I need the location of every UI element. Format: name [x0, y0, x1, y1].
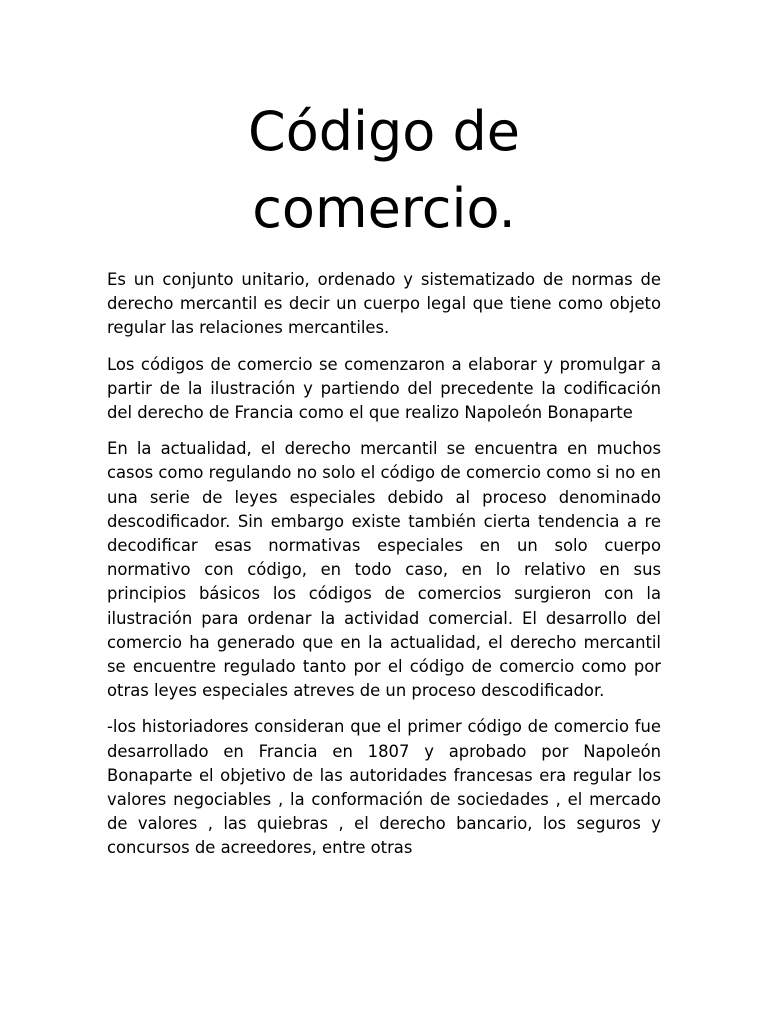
title-line-1: Código de [247, 100, 520, 163]
paragraph-2: Los códigos de comercio se comenzaron a elaborar y promulgar a partir de la ilustración y partiendo del precedente la codificación del derecho de Francia como el que realizo Napoleón Bonaparte [107, 354, 661, 423]
paragraph-4: -los historiadores consideran que el primer código de comercio fue desarrollado en Francia en 1807 y aprobado por Napoleón Bonaparte el objetivo de las autoridades francesas era regular los valores negociables , la conformación de sociedades , el mercado de valores , las quiebras , el derecho bancario, los seguros y concursos de acreedores, entre otras [107, 717, 661, 858]
paragraph-3: En la actualidad, el derecho mercantil se encuentra en muchos casos como regulando no solo el código de comercio como si no en una serie de leyes especiales debido al proceso denominado descodificador. Sin embargo existe también cierta tendencia a re decodificar esas normativas especiales en un solo cuerpo normativo con código, en todo caso, en lo relativo en sus principios básicos los códigos de comercios surgieron con la ilustración para ordenar la actividad comercial. El desarrollo del comercio ha generado que en la actualidad, el derecho mercantil se encuentre regulado tanto por el código de comercio como por otras leyes especiales atreves de un proceso descodificador. [107, 439, 661, 701]
document-title [100, 93, 668, 247]
paragraph-1: Es un conjunto unitario, ordenado y sistematizado de normas de derecho mercantil es decir un cuerpo legal que tiene como objeto regular las relaciones mercantiles. [107, 270, 661, 338]
document-body [107, 268, 661, 873]
title-line-2: comercio. [252, 177, 516, 240]
